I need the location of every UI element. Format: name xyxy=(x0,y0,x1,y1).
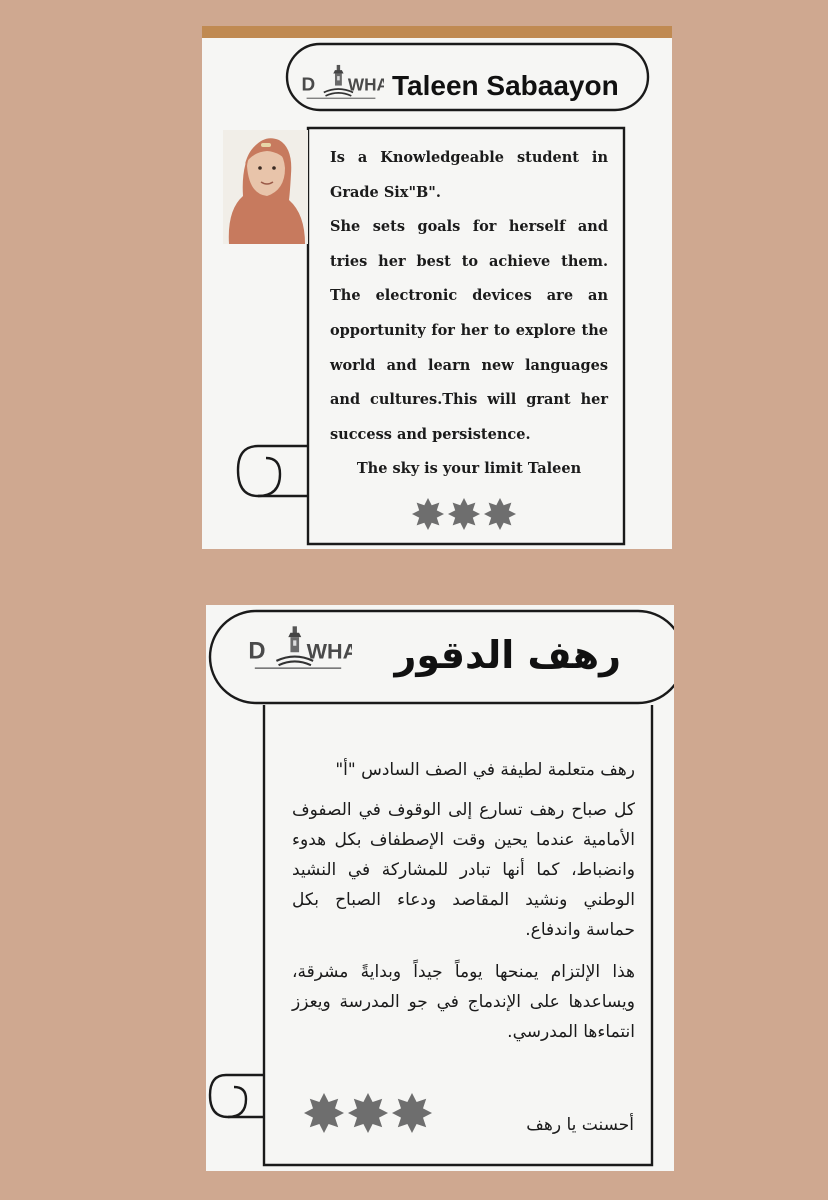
student-card-arabic xyxy=(206,605,674,1171)
student-portrait-image xyxy=(223,130,308,244)
student-photo xyxy=(223,130,308,244)
star-icon xyxy=(304,1093,344,1133)
student-name: Taleen Sabaayon xyxy=(392,70,619,101)
star-icon xyxy=(348,1093,388,1133)
star-icon xyxy=(448,498,480,530)
intro-line: رهف متعلمة لطيفة في الصف السادس "أ" xyxy=(335,760,635,780)
star-icon xyxy=(412,498,444,530)
closing-motto: أحسنت يا رهف xyxy=(526,1115,634,1135)
description-paragraph-2: She sets goals for herself and tries her best to achieve them. The electronic devices are an opportunity for her to explore the world and learn new languages and cultures.This will grant her success and persistence. xyxy=(330,218,608,443)
star-rating xyxy=(304,1093,432,1133)
student-name: رهف الدقور xyxy=(394,633,621,677)
dawha-logo xyxy=(298,62,384,104)
student-description xyxy=(330,141,608,487)
description-paragraph-1: كل صباح رهف تسارع إلى الوقوف في الصفوف الأمامية عندما يحين وقت الإصطفاف بكل هدوء وانضباط، كما أنها تبادر للمشاركة في النشيد الوطني ونشيد المقاصد ودعاء الصباح بكل حماسة واندفاع. xyxy=(292,800,635,940)
star-rating xyxy=(412,498,516,530)
star-icon xyxy=(484,498,516,530)
student-description xyxy=(292,755,635,1047)
closing-motto: The sky is your limit Taleen xyxy=(356,460,582,478)
student-card-english xyxy=(202,26,672,549)
description-paragraph-1: Is a Knowledgeable student in Grade Six"B". xyxy=(330,149,608,201)
description-paragraph-2: هذا الإلتزام يمنحها يوماً جيداً وبدايةً مشرقة، ويساعدها على الإندماج في جو المدرسة ويعزز انتماءها المدرسي. xyxy=(292,962,635,1042)
star-icon xyxy=(392,1093,432,1133)
dawha-logo xyxy=(244,621,352,677)
